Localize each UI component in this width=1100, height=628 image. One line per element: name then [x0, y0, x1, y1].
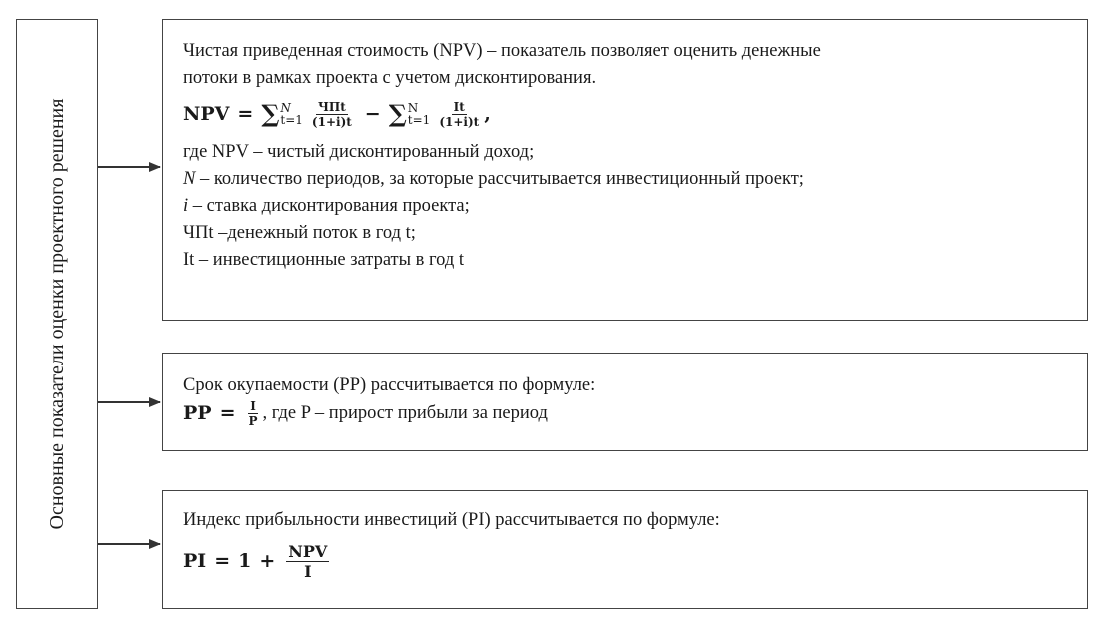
- pi-fraction: [286, 542, 329, 581]
- fraction1-denominator: (1+i)t: [311, 114, 352, 129]
- pp-formula-tail: , где P – прирост прибыли за период: [262, 402, 548, 423]
- sum-limits-1: [280, 102, 303, 126]
- npv-formula: [183, 94, 1067, 134]
- npv-def-npv: где NPV – чистый дисконтированный доход;: [183, 142, 535, 162]
- pp-intro: Срок окупаемости (PP) рассчитывается по формуле:: [183, 375, 596, 395]
- sum-symbol-2: ∑: [388, 99, 407, 128]
- category-label: Основные показатели оценки проектного решения: [46, 98, 68, 530]
- npv-def-cf: ЧПt –денежный поток в год t;: [183, 223, 416, 243]
- sum-limits-2: [408, 102, 431, 126]
- sum2-upper: N: [407, 101, 419, 115]
- var-i: i: [183, 196, 189, 216]
- npv-fraction-2: [437, 100, 481, 129]
- fraction1-numerator: ЧПt: [317, 99, 346, 114]
- npv-formula-trail: ,: [484, 102, 491, 125]
- pi-formula: [183, 536, 1067, 586]
- npv-box: [162, 19, 1088, 321]
- pp-box: [162, 353, 1088, 451]
- sum2-lower: t=1: [407, 113, 431, 127]
- pp-fraction: [247, 399, 260, 428]
- npv-intro-line2: потоки в рамках проекта с учетом дисконтирования.: [183, 68, 597, 88]
- pp-formula-lhs: PP: [183, 401, 212, 424]
- sum1-lower: t=1: [280, 113, 303, 127]
- pi-formula-plus: +: [259, 549, 276, 572]
- sum-symbol-1: ∑: [261, 99, 280, 128]
- def-n-text: – количество периодов, за которые рассчитывается инвестиционный проект;: [195, 169, 804, 189]
- pi-fraction-numerator: NPV: [288, 541, 328, 561]
- pi-box: [162, 490, 1088, 609]
- npv-formula-lhs: NPV: [183, 102, 230, 125]
- def-i-text: – ставка дисконтирования проекта;: [188, 196, 470, 216]
- pi-fraction-denominator: I: [304, 561, 312, 581]
- npv-formula-minus: −: [364, 102, 381, 125]
- pp-fraction-numerator: I: [250, 398, 256, 413]
- npv-def-it: It – инвестиционные затраты в год t: [183, 250, 465, 270]
- pi-formula-one: 1: [238, 549, 252, 572]
- npv-fraction-1: [310, 100, 354, 129]
- pi-intro: Индекс прибыльности инвестиций (PI) рассчитывается по формуле:: [183, 510, 720, 530]
- sum1-upper: N: [280, 101, 291, 115]
- pi-formula-lhs: PI: [183, 549, 207, 572]
- npv-def-n: [183, 166, 1067, 193]
- npv-formula-equals: =: [237, 102, 254, 125]
- pp-formula-equals: =: [219, 401, 236, 424]
- fraction2-numerator: It: [453, 99, 465, 114]
- pp-formula: [183, 399, 1067, 427]
- pi-formula-equals: =: [214, 549, 231, 572]
- npv-intro-line1: Чистая приведенная стоимость (NPV) – показатель позволяет оценить денежные: [183, 41, 821, 61]
- category-box: [16, 19, 98, 609]
- var-n: N: [183, 169, 196, 189]
- fraction2-denominator: (1+i)t: [439, 114, 480, 129]
- pp-fraction-denominator: P: [248, 413, 258, 428]
- npv-def-i: [183, 193, 1067, 220]
